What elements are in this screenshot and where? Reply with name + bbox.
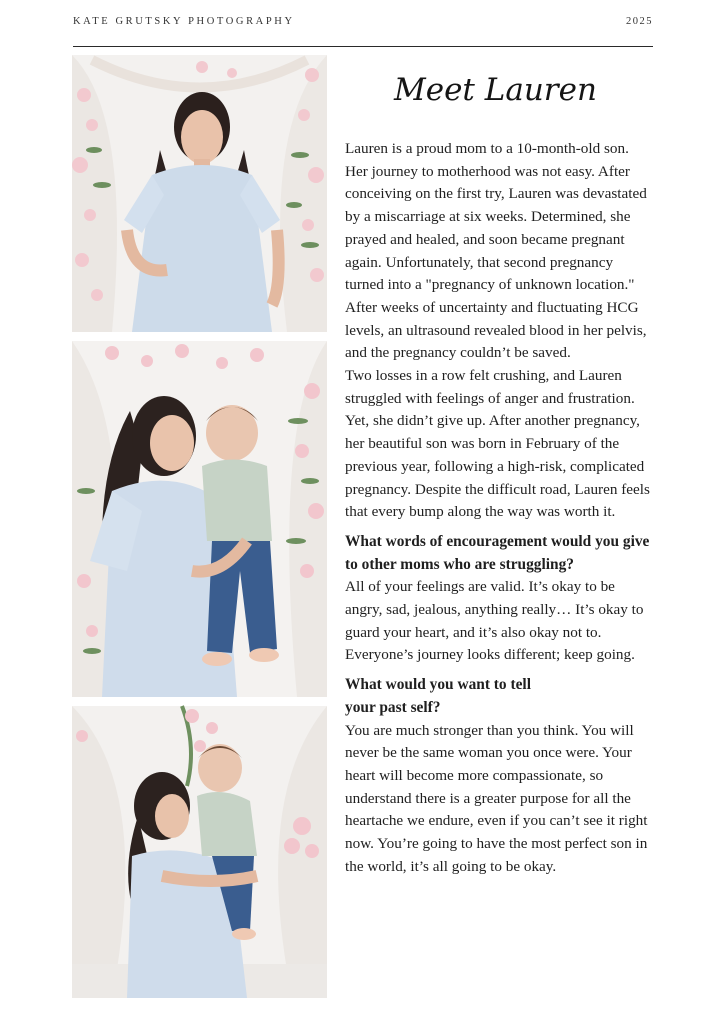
question-past-self-line-2: your past self?: [345, 698, 441, 716]
intro-paragraph-1: Lauren is a proud mom to a 10-month-old son.: [345, 140, 629, 157]
meet-lauren-title: [390, 60, 597, 118]
answer-past-self: You are much stronger than you think. You will never be the same woman you once were. Your heart will become more compassionate, so understand there is a greater purpose for all the heartache we endure, even if you can’t see it right now. You’re going to have the most perfect son in the world, it’s all going to be okay.: [345, 721, 648, 875]
year-label: 2025: [626, 16, 653, 27]
photo-lauren-kissing-son: [72, 706, 327, 998]
meet-lauren-title-text: Meet Lauren: [394, 72, 597, 108]
photo-lauren-with-son-image: [72, 341, 327, 697]
photo-lauren-kissing-son-image: [72, 706, 327, 998]
photo-lauren-portrait-image: [72, 55, 327, 332]
intro-paragraph-3: Two losses in a row felt crushing, and Lauren struggled with feelings of anger and frustration. Yet, she didn’t give up. After another pregnancy, her beautiful son was born in February of the previous year, following a high-risk, complicated pregnancy. Despite the difficult road, Lauren feels that every bump along the way was worth it.: [345, 367, 650, 521]
article-body: [345, 138, 655, 879]
intro-paragraph-2: Her journey to motherhood was not easy. After conceiving on the first try, Lauren was devastated by a miscarriage at six weeks. Determined, she prayed and healed, and soon became pregnant again. Unfortunately, that second pregnancy turned into a "pregnancy of unknown location." After weeks of uncertainty and fluctuating HCG levels, an ultrasound revealed blood in her pelvis, and the pregnancy couldn’t be saved.: [345, 162, 647, 362]
question-encouragement: What words of encouragement would you give to other moms who are struggling?: [345, 532, 650, 573]
page-header: [73, 16, 653, 30]
photo-lauren-with-son: [72, 341, 327, 697]
header-divider: [73, 46, 653, 47]
brand-name: KATE GRUTSKY PHOTOGRAPHY: [73, 16, 295, 27]
question-past-self-line-1: What would you want to tell: [345, 676, 531, 694]
question-past-self: [345, 674, 655, 719]
answer-encouragement: All of your feelings are valid. It’s okay to be angry, sad, jealous, anything really… It’s okay to guard your heart, and it’s also okay not to. Everyone’s journey looks different; keep going.: [345, 578, 644, 664]
photo-lauren-portrait: [72, 55, 327, 332]
